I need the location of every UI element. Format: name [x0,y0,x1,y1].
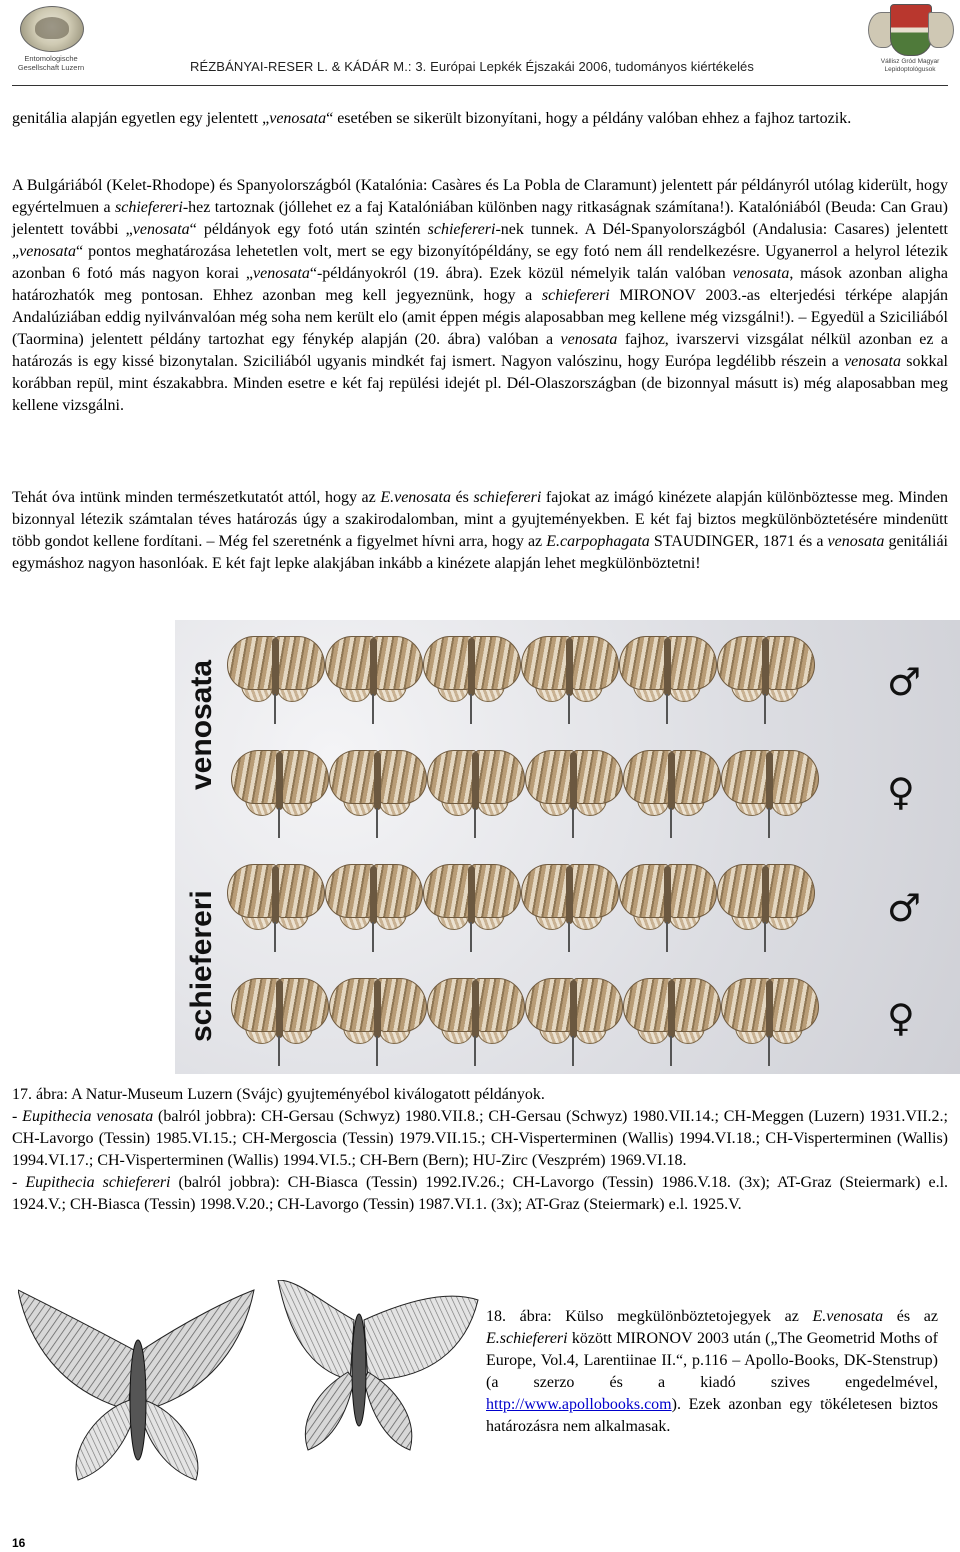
male-symbol: ♂ [887,886,922,930]
moth-specimen-photo [175,620,960,1074]
moth-specimen [623,744,719,822]
paragraph-1: genitália alapján egyetlen egy jelentett „venosata“ esetében se sikerült bizonyítani, hogy a példány valóban ehhez a fajhoz tartozik. [12,110,852,127]
photo-label-schiefereri: schiefereri [185,890,218,1042]
moth-specimen [525,972,621,1050]
moth-comparison-drawing [18,1280,480,1546]
moth-specimen [427,972,523,1050]
moth-drawing-svg [18,1280,480,1546]
photo-label-venosata: venosata [185,659,218,790]
page-header [0,0,960,90]
logo-left-text: Entomologische Gesellschaft Luzern [17,54,85,72]
moth-emblem-icon [20,6,84,52]
moth-specimen [329,972,425,1050]
apollobooks-link[interactable]: http://www.apollobooks.com [486,1396,672,1413]
caption-17-schiefereri: - Eupithecia schiefereri (balról jobbra): CH-Biasca (Tessin) 1992.IV.26.; CH-Lavorgo (Tessin) 1986.V.18. (3x); AT-Graz (Steiermark) e.l. 1924.V.; CH-Biasca (Tessin) 1998.V.20.; CH-Lavorgo (Tessin) 1987.VI.1. (3x); AT-Graz (Steiermark) e.l. 1925.V. [12,1174,949,1213]
figure-17-caption [12,1084,948,1216]
moth-specimen [619,858,715,936]
moth-specimen [227,858,323,936]
moth-specimen [325,858,421,936]
moth-specimen [619,630,715,708]
moth-specimen [721,744,817,822]
logo-right-text: Vállisz Gród Magyar Lepidoptológusok [880,58,940,73]
moth-specimen [717,858,813,936]
moth-specimen [521,630,617,708]
caption-17-title: 17. ábra: A Natur-Museum Luzern (Svájc) gyujteményébol kiválogatott példányok. [12,1086,545,1103]
moth-specimen [231,972,327,1050]
moth-specimen [623,972,719,1050]
moth-specimen [231,744,327,822]
moth-specimen [423,858,519,936]
schiefereri-moth-drawing [278,1280,478,1450]
female-symbol: ♀ [887,770,915,814]
figure-18-caption: 18. ábra: Külso megkülönböztetojegyek az E.venosata és az E.schiefereri között MIRONOV 2003 után („The Geometrid Moths of Europe, Vol.4, Larentiinae II.“, p.116 – Apollo-Books, DK-Stenstrup) (a szerzo és a kiadó szives engedelmével, http://www.apollobooks.com). Ezek azonban egy tökéletesen biztos határozásra nem alkalmasak. [486,1308,939,1435]
moth-specimen [329,744,425,822]
moth-specimen [325,630,421,708]
moth-specimen [521,858,617,936]
venosata-moth-drawing [18,1290,254,1480]
moth-specimen [423,630,519,708]
moth-specimen [721,972,817,1050]
entomological-society-logo [10,6,92,80]
female-symbol: ♀ [887,996,915,1040]
male-symbol: ♂ [887,660,922,704]
moth-specimen [525,744,621,822]
running-head: RÉZBÁNYAI-RESER L. & KÁDÁR M.: 3. Európai Lepkék Éjszakái 2006, tudományos kiértékelés [190,59,754,74]
coat-of-arms-icon [890,4,932,56]
moth-specimen [427,744,523,822]
right-wing-icon [928,12,954,48]
caption-17-venosata: - Eupithecia venosata (balról jobbra): CH-Gersau (Schwyz) 1980.VII.8.; CH-Gersau (Schwyz) 1980.VII.14.; CH-Meggen (Luzern) 1931.VII.2.; CH-Lavorgo (Tessin) 1985.VI.15.; CH-Mergoscia (Tessin) 1979.VII.15.; CH-Visperterminen (Wallis) 1994.VI.18.; CH-Visperterminen (Wallis) 1994.VI.17.; CH-Visperterminen (Wallis) 1994.VI.5.; CH-Bern (Bern); HU-Zirc (Veszprém) 1969.VI.18. [12,1108,949,1169]
page-number: 16 [12,1536,26,1550]
header-rule [12,85,948,86]
paragraph-2: A Bulgáriából (Kelet-Rhodope) és Spanyolországból (Katalónia: Casàres és La Pobla de Claramunt) jelentett pár példányról utólag kiderült, hogy egyértelmuen a schiefereri-hez tartoznak (jóllehet ez a faj Katalóniában különben nagy ritkaságnak számítana!). Katalóniából (Beuda: Can Grau) jelentett további „venosata“ példányok egy fotó után szintén schiefereri-nek tunnek. A Dél-Spanyolországból (Andalusia: Casares) jelentett „venosata“ pontos meghatározása lehetetlen volt, mert se egy bizonyítópéldány, se egy fotó nem áll rendelkezésre. Ugyanerrol a helyrol létezik azonban 6 fotó más nagyon korai „venosata“-példányokról (19. ábra). Ezek közül némelyik talán valóban venosata, mások azonban aligha határozhatók meg pontosan. Ehhez azonban meg kell jegyeznünk, hogy a schiefereri MIRONOV 2003.-as elterjedési térképe alapján Andalúziában eddig nyilvánvalóan még soha nem került elo (amit éppen mégis alaposabban meg kellene még vizsgálni!). – Egyedül a Sziciliából (Taormina) jelentett példány tartozhat egy fénykép alapján (20. ábra) valóban a venosata fajhoz, ivarszervi vizsgálat nélkül azonban ez a határozás is egy kissé bizonytalan. Sziciliából ugyanis mindkét faj ismert. Nagyon valószinu, hogy Európa legdélibb részein a venosata sokkal korábban repül, mint északabbra. Minden esetre e két faj repülési idejét pl. Dél-Olaszországban (de bizonnyal másutt is) még alaposabban meg kellene vizsgálni. [12,177,949,414]
paragraph-3: Tehát óva intünk minden természetkutatót attól, hogy az E.venosata és schiefereri fajokat az imágó kinézete alapján különböztesse meg. Minden bizonnyal létezik számtalan téves határozás úgy a szakirodalomban, mint a gyujteményekben. E két faj biztos megkülönböztetésére mindenütt több gondot kellene fordítani. – Még fel szeretnénk a figyelmet hívni arra, hogy az E.carpophagata STAUDINGER, 1871 és a venosata genitáliái egymáshoz nagyon hasonlóak. E két fajt lepke alakjában inkább a kinézete alapján lehet megkülönböztetni! [12,489,949,572]
hungarian-lepidopterologists-logo [868,4,952,86]
moth-specimen [717,630,813,708]
moth-specimen [227,630,323,708]
